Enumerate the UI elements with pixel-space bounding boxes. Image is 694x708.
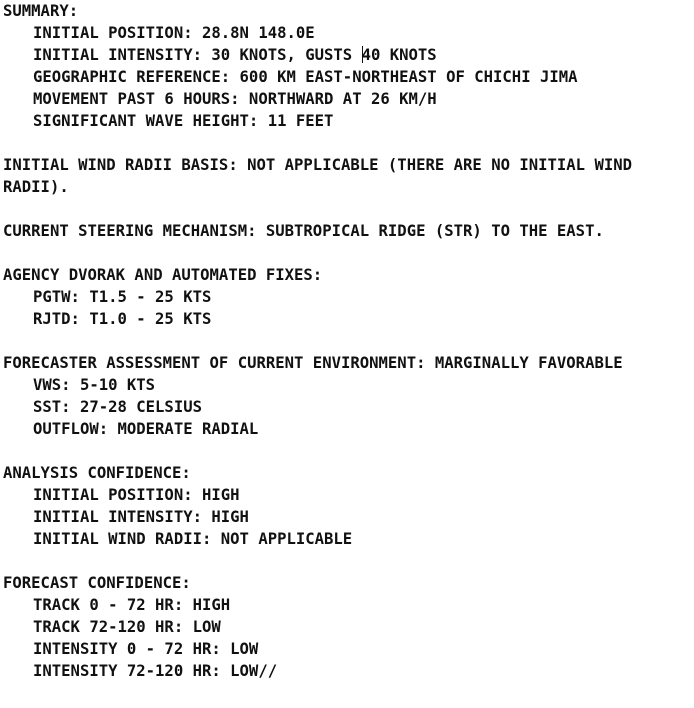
environment-outflow: OUTFLOW: MODERATE RADIAL	[33, 420, 259, 438]
environment-vws: VWS: 5-10 KTS	[33, 376, 156, 394]
dvorak-pgtw: PGTW: T1.5 - 25 KTS	[33, 288, 212, 306]
analysis-confidence-intensity: INITIAL INTENSITY: HIGH	[33, 508, 249, 526]
spacer	[3, 132, 691, 154]
forecast-intensity-0-72: INTENSITY 0 - 72 HR: LOW	[33, 640, 259, 658]
initial-intensity-text-a: INITIAL INTENSITY: 30 KNOTS, GUSTS	[33, 46, 362, 64]
initial-intensity-text-b: 40 KNOTS	[361, 46, 437, 64]
dvorak-heading: AGENCY DVORAK AND AUTOMATED FIXES:	[3, 266, 323, 284]
spacer	[3, 198, 691, 220]
initial-intensity	[3, 44, 691, 66]
analysis-confidence-position: INITIAL POSITION: HIGH	[33, 486, 240, 504]
initial-position: INITIAL POSITION: 28.8N 148.0E	[33, 24, 315, 42]
geographic-reference: GEOGRAPHIC REFERENCE: 600 KM EAST-NORTHEAST OF CHICHI JIMA	[33, 68, 578, 86]
spacer	[3, 330, 691, 352]
spacer	[3, 242, 691, 264]
dvorak-rjtd: RJTD: T1.0 - 25 KTS	[33, 310, 212, 328]
bulletin-text	[3, 0, 691, 682]
environment-heading: FORECASTER ASSESSMENT OF CURRENT ENVIRONMENT: MARGINALLY FAVORABLE	[3, 354, 623, 372]
forecast-intensity-72-120: INTENSITY 72-120 HR: LOW//	[33, 662, 278, 680]
spacer	[3, 550, 691, 572]
steering-mechanism: CURRENT STEERING MECHANISM: SUBTROPICAL RIDGE (STR) TO THE EAST.	[3, 222, 604, 240]
forecast-track-0-72: TRACK 0 - 72 HR: HIGH	[33, 596, 231, 614]
wind-radii-line-2: RADII).	[3, 178, 69, 196]
forecast-confidence-heading: FORECAST CONFIDENCE:	[3, 574, 191, 592]
forecast-track-72-120: TRACK 72-120 HR: LOW	[33, 618, 221, 636]
environment-sst: SST: 27-28 CELSIUS	[33, 398, 202, 416]
movement: MOVEMENT PAST 6 HOURS: NORTHWARD AT 26 KM/H	[33, 90, 437, 108]
wind-radii-line-1: INITIAL WIND RADII BASIS: NOT APPLICABLE (THERE ARE NO INITIAL WIND	[3, 156, 633, 174]
analysis-confidence-wind-radii: INITIAL WIND RADII: NOT APPLICABLE	[33, 530, 353, 548]
spacer	[3, 440, 691, 462]
summary-heading: SUMMARY:	[3, 2, 79, 20]
analysis-confidence-heading: ANALYSIS CONFIDENCE:	[3, 464, 191, 482]
wave-height: SIGNIFICANT WAVE HEIGHT: 11 FEET	[33, 112, 334, 130]
